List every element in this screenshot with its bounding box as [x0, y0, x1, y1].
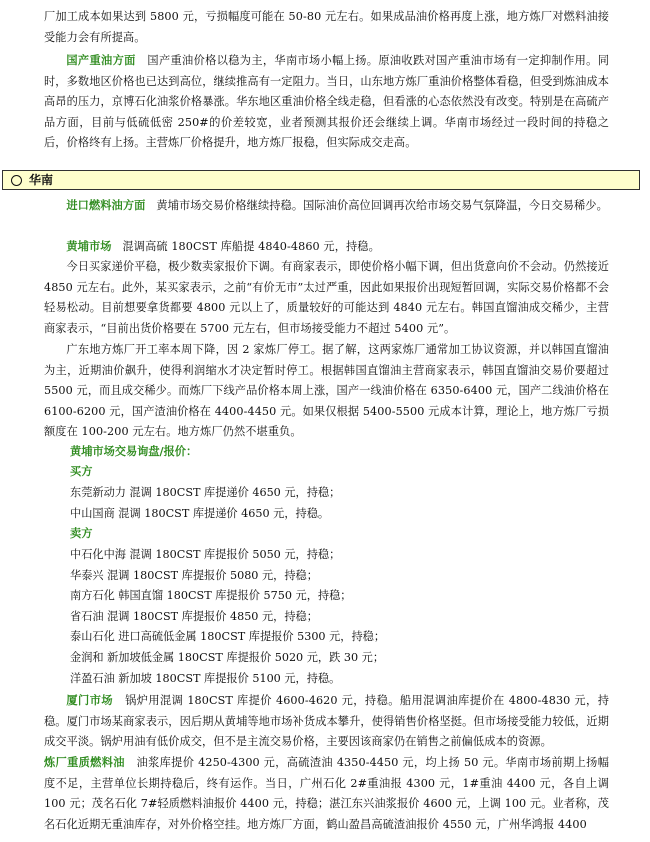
circle-bullet-icon — [11, 175, 22, 186]
import-fuel-label: 进口燃料油方面 — [66, 198, 146, 212]
buyers-heading: 买方 — [70, 464, 93, 478]
list-item: 泰山石化 进口高硫低金属 180CST 库提报价 5300 元，持稳； — [70, 630, 386, 644]
list-item: 中石化中海 混调 180CST 库提报价 5050 元，持稳； — [70, 548, 341, 561]
list-item: 中山国商 混调 180CST 库提递价 4650 元，持稳。 — [70, 506, 330, 520]
list-item: 省石油 混调 180CST 库提报价 4850 元，持稳； — [70, 609, 318, 623]
list-item: 洋盈石油 新加坡 180CST 库提报价 5100 元，持稳。 — [70, 671, 341, 685]
top-paragraph: 厂加工成本如果达到 5800 元，亏损幅度可能在 50-80 元左右。如果成品油价格再度上涨，地方炼厂对燃料油接受能力会有所提高。 — [44, 10, 609, 44]
list-item: 金润和 新加坡低金属 180CST 库提报价 5020 元，跌 30 元； — [70, 650, 385, 664]
huangpu-inquiry-heading: 黄埔市场交易询盘/报价： — [70, 444, 198, 458]
buyers-list — [70, 483, 610, 524]
domestic-heavy-oil-label: 国产重油方面 — [66, 53, 136, 67]
xiamen-paragraph — [44, 690, 609, 753]
section-title: 华南 — [29, 173, 54, 187]
domestic-heavy-oil-text: 国产重油价格以稳为主，华南市场小幅上扬。原油收跌对国产重油市场有一定抑制作用。同时，多数地区价格也已达到高位，继续推高有一定阻力。当日，山东地方炼厂重油价格整体看稳，但受到炼油成本高昂的压力，京博石化油浆价格暴涨。华东地区重油价格全线走稳，但看涨的心态依然没有改变。特别是在高硫产品方面，目前与低硫低密 250#的价差较宽，业者预测其报价还会继续上调。华南市场经过一段时间的持稳之后，价格终有上扬。主营炼厂价格提升，地方炼厂报稳，但实际成交走高。 — [44, 54, 609, 149]
huangpu-paragraph — [44, 236, 609, 258]
xiamen-text: 锅炉用混调 180CST 库提价 4600-4620 元，持稳。船用混调油库提价在 4800-4830 元，持稳。厦门市场某商家表示，因后期从黄埔等地市场补货成本攀升，使得销售价格坚挺。但市场接受能力较低，近期成交平淡。锅炉用油有低价成交，但不是主流交易价格，主要因该商家仍在销售之前偏低成本的资源。 — [44, 694, 609, 748]
quotes-paragraph: 今日买家递价平稳，极少数卖家报价下调。有商家表示，即使价格小幅下调，但出货意向价不会动。仍然接近 4850 元左右。此外，某买家表示，之前“有价无市”太过严重，因此如果报价出现短暂回调，实际交易价格都不会轻易松动。目前想要拿货都要 4800 元以上了，质量较好的可能达到 4840 元左右。韩国直馏油成交稀少，主营商家表示，“目前出货价格要在 5700 元左右，但市场接受能力不超过 5400 元”。 — [44, 260, 609, 335]
refinery-paragraph — [44, 752, 609, 835]
sellers-list — [70, 545, 610, 689]
refinery-label: 炼厂重质燃料油 — [44, 755, 125, 769]
refinery-text: 油浆库提价 4250-4300 元，高硫渣油 4350-4450 元，均上扬 50 元。华南市场前期上扬幅度不足，主营单位长期持稳后，终有运作。当日，广州石化 2#重油报 4300 元，1#重油 4400 元，各自上调 100 元；茂名石化 7#轻质燃料油报价 4400 元，持稳；湛江东兴油浆报价 4600 元，上调 100 元。业者称，茂名石化近期无重油库存，对外价格空挂。地方炼厂方面，鹤山盈昌高硫渣油报价 4550 元，广州华鸿报 4400 — [44, 756, 610, 831]
import-fuel-paragraph — [44, 195, 609, 217]
list-item: 东莞新动力 混调 180CST 库提递价 4650 元，持稳； — [70, 486, 341, 499]
huangpu-label: 黄埔市场 — [66, 239, 112, 253]
sellers-heading: 卖方 — [70, 526, 93, 540]
section-header-bar — [2, 170, 640, 190]
huangpu-text: 混调高硫 180CST 库船提 4840-4860 元，持稳。 — [122, 240, 380, 253]
domestic-heavy-oil-paragraph — [44, 50, 609, 154]
list-item: 华泰兴 混调 180CST 库提报价 5080 元，持稳； — [70, 568, 318, 582]
list-item: 南方石化 韩国直馏 180CST 库提报价 5750 元，持稳； — [70, 589, 352, 603]
xiamen-label: 厦门市场 — [66, 693, 113, 707]
guangdong-paragraph: 广东地方炼厂开工率本周下降，因 2 家炼厂停工。据了解，这两家炼厂通常加工协议资源，并以韩国直馏油为主，近期油价飙升，使得利润缩水才决定暂时停工。根据韩国直馏油主营商家表示，韩国直馏油交易价要超过 5500 元，而且成交稀少。而炼厂下线产品价格本周上涨，国产一线油价格在 6350-6400 元，国产二线油价格在 6100-6200 元，国产渣油价格在 4400-4450 元。如果仅根据 5400-5500 元成本计算，理论上，地方炼厂亏损额度在 100-200 元左右。地方炼厂仍然不堪重负。 — [44, 343, 609, 438]
import-fuel-text: 黄埔市场交易价格继续持稳。国际油价高位回调再次给市场交易气氛降温，今日交易稀少。 — [156, 199, 608, 212]
